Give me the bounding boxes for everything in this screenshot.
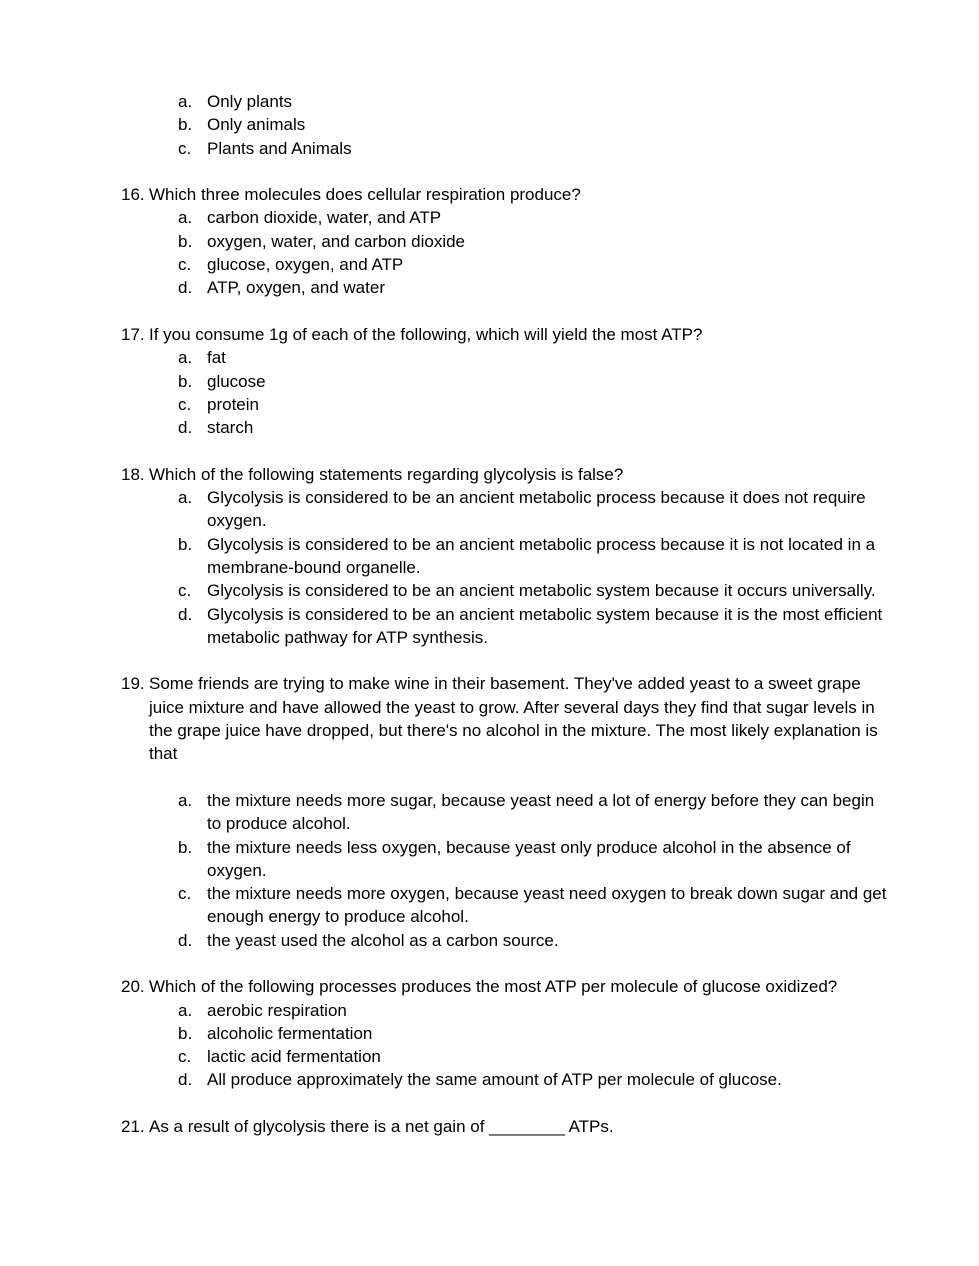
option-item (121, 206, 891, 229)
option-letter: c. (178, 1047, 192, 1067)
q19-options (121, 789, 891, 952)
question-number: 17. (121, 324, 145, 344)
option-text: aerobic respiration (207, 1000, 347, 1020)
question-number: 21. (121, 1117, 145, 1137)
option-text: the yeast used the alcohol as a carbon source. (207, 930, 559, 950)
option-letter: d. (178, 930, 193, 950)
option-text: alcoholic fermentation (207, 1023, 373, 1043)
q15-options (121, 90, 891, 160)
option-letter: a. (178, 1000, 193, 1020)
option-letter: d. (178, 604, 193, 624)
question-text: Which three molecules does cellular respiration produce? (149, 185, 581, 205)
option-letter: c. (178, 581, 192, 601)
option-text: Glycolysis is considered to be an ancient metabolic system because it is the most efficient metabolic pathway for ATP synthesis. (207, 604, 883, 647)
option-item (121, 999, 891, 1022)
option-text: fat (207, 348, 226, 368)
q17-options (121, 346, 891, 439)
option-text: oxygen, water, and carbon dioxide (207, 231, 466, 251)
option-letter: b. (178, 837, 193, 857)
question-text: Which of the following statements regarding glycolysis is false? (149, 464, 624, 484)
option-letter: a. (178, 92, 193, 111)
q20-options (121, 999, 891, 1092)
option-text: glucose (207, 371, 266, 391)
option-item (121, 1022, 891, 1045)
option-text: carbon dioxide, water, and ATP (207, 208, 442, 228)
option-text: the mixture needs more sugar, because yeast need a lot of energy before they can begin to produce alcohol. (207, 790, 875, 834)
option-text: All produce approximately the same amount of ATP per molecule of glucose. (207, 1070, 782, 1090)
option-letter: b. (178, 231, 193, 251)
option-letter: a. (178, 208, 193, 228)
option-text: starch (207, 418, 254, 438)
question-21 (121, 1115, 891, 1138)
option-item (121, 346, 891, 369)
option-letter: a. (178, 488, 193, 508)
option-item (121, 90, 891, 113)
option-item (121, 393, 891, 416)
option-letter: b. (178, 1023, 193, 1043)
option-item (121, 836, 891, 883)
option-letter: c. (178, 255, 192, 275)
question-text: Which of the following processes produces the most ATP per molecule of glucose oxidized? (149, 977, 838, 997)
document-content (121, 90, 891, 1138)
option-item (121, 276, 891, 299)
option-letter: c. (178, 884, 192, 904)
question-17 (121, 323, 891, 346)
option-item (121, 533, 891, 580)
option-text: protein (207, 394, 259, 414)
option-text: Only plants (207, 92, 293, 111)
option-letter: c. (178, 394, 192, 414)
option-text: Only animals (207, 115, 306, 135)
option-text: Glycolysis is considered to be an ancient metabolic process because it is not located in a membrane-bound organelle. (207, 534, 876, 577)
option-item (121, 230, 891, 253)
question-number: 16. (121, 185, 145, 205)
option-item (121, 137, 891, 160)
question-text: As a result of glycolysis there is a net gain of ________ ATPs. (149, 1117, 614, 1137)
question-text: If you consume 1g of each of the following, which will yield the most ATP? (149, 324, 703, 344)
option-text: glucose, oxygen, and ATP (207, 255, 404, 275)
question-text: Some friends are trying to make wine in their basement. They've added yeast to a sweet grape juice mixture and have allowed the yeast to grow. After several days they find that sugar levels in the grape juice have dropped, but there's no alcohol in the mixture. The most likely explanation is that (149, 674, 878, 764)
question-16 (121, 183, 891, 206)
question-19 (121, 672, 891, 765)
question-18 (121, 463, 891, 486)
option-item (121, 113, 891, 136)
option-text: the mixture needs more oxygen, because yeast need oxygen to break down sugar and get enough energy to produce alcohol. (207, 884, 887, 927)
option-letter: a. (178, 790, 193, 810)
option-item (121, 603, 891, 650)
option-letter: b. (178, 371, 193, 391)
option-item (121, 416, 891, 439)
option-letter: b. (178, 115, 193, 135)
option-text: Glycolysis is considered to be an ancient metabolic process because it does not require oxygen. (207, 488, 866, 531)
q16-options (121, 206, 891, 299)
option-text: ATP, oxygen, and water (207, 278, 385, 298)
q18-options (121, 486, 891, 649)
option-item (121, 789, 891, 836)
option-letter: c. (178, 138, 192, 158)
option-letter: d. (178, 418, 193, 438)
option-item (121, 486, 891, 533)
option-item (121, 1068, 891, 1091)
option-text: the mixture needs less oxygen, because yeast only produce alcohol in the absence of oxygen. (207, 837, 851, 880)
question-number: 18. (121, 464, 145, 484)
option-letter: b. (178, 534, 193, 554)
option-item (121, 370, 891, 393)
option-letter: d. (178, 1070, 193, 1090)
option-letter: a. (178, 348, 193, 368)
question-number: 19. (121, 674, 145, 694)
option-letter: d. (178, 278, 193, 298)
question-20 (121, 975, 891, 998)
option-text: Glycolysis is considered to be an ancient metabolic system because it occurs universally. (207, 581, 876, 601)
option-text: lactic acid fermentation (207, 1047, 381, 1067)
option-item (121, 929, 891, 952)
option-item (121, 253, 891, 276)
option-text: Plants and Animals (207, 138, 352, 158)
option-item (121, 882, 891, 929)
option-item (121, 579, 891, 602)
option-item (121, 1045, 891, 1068)
question-number: 20. (121, 977, 145, 997)
